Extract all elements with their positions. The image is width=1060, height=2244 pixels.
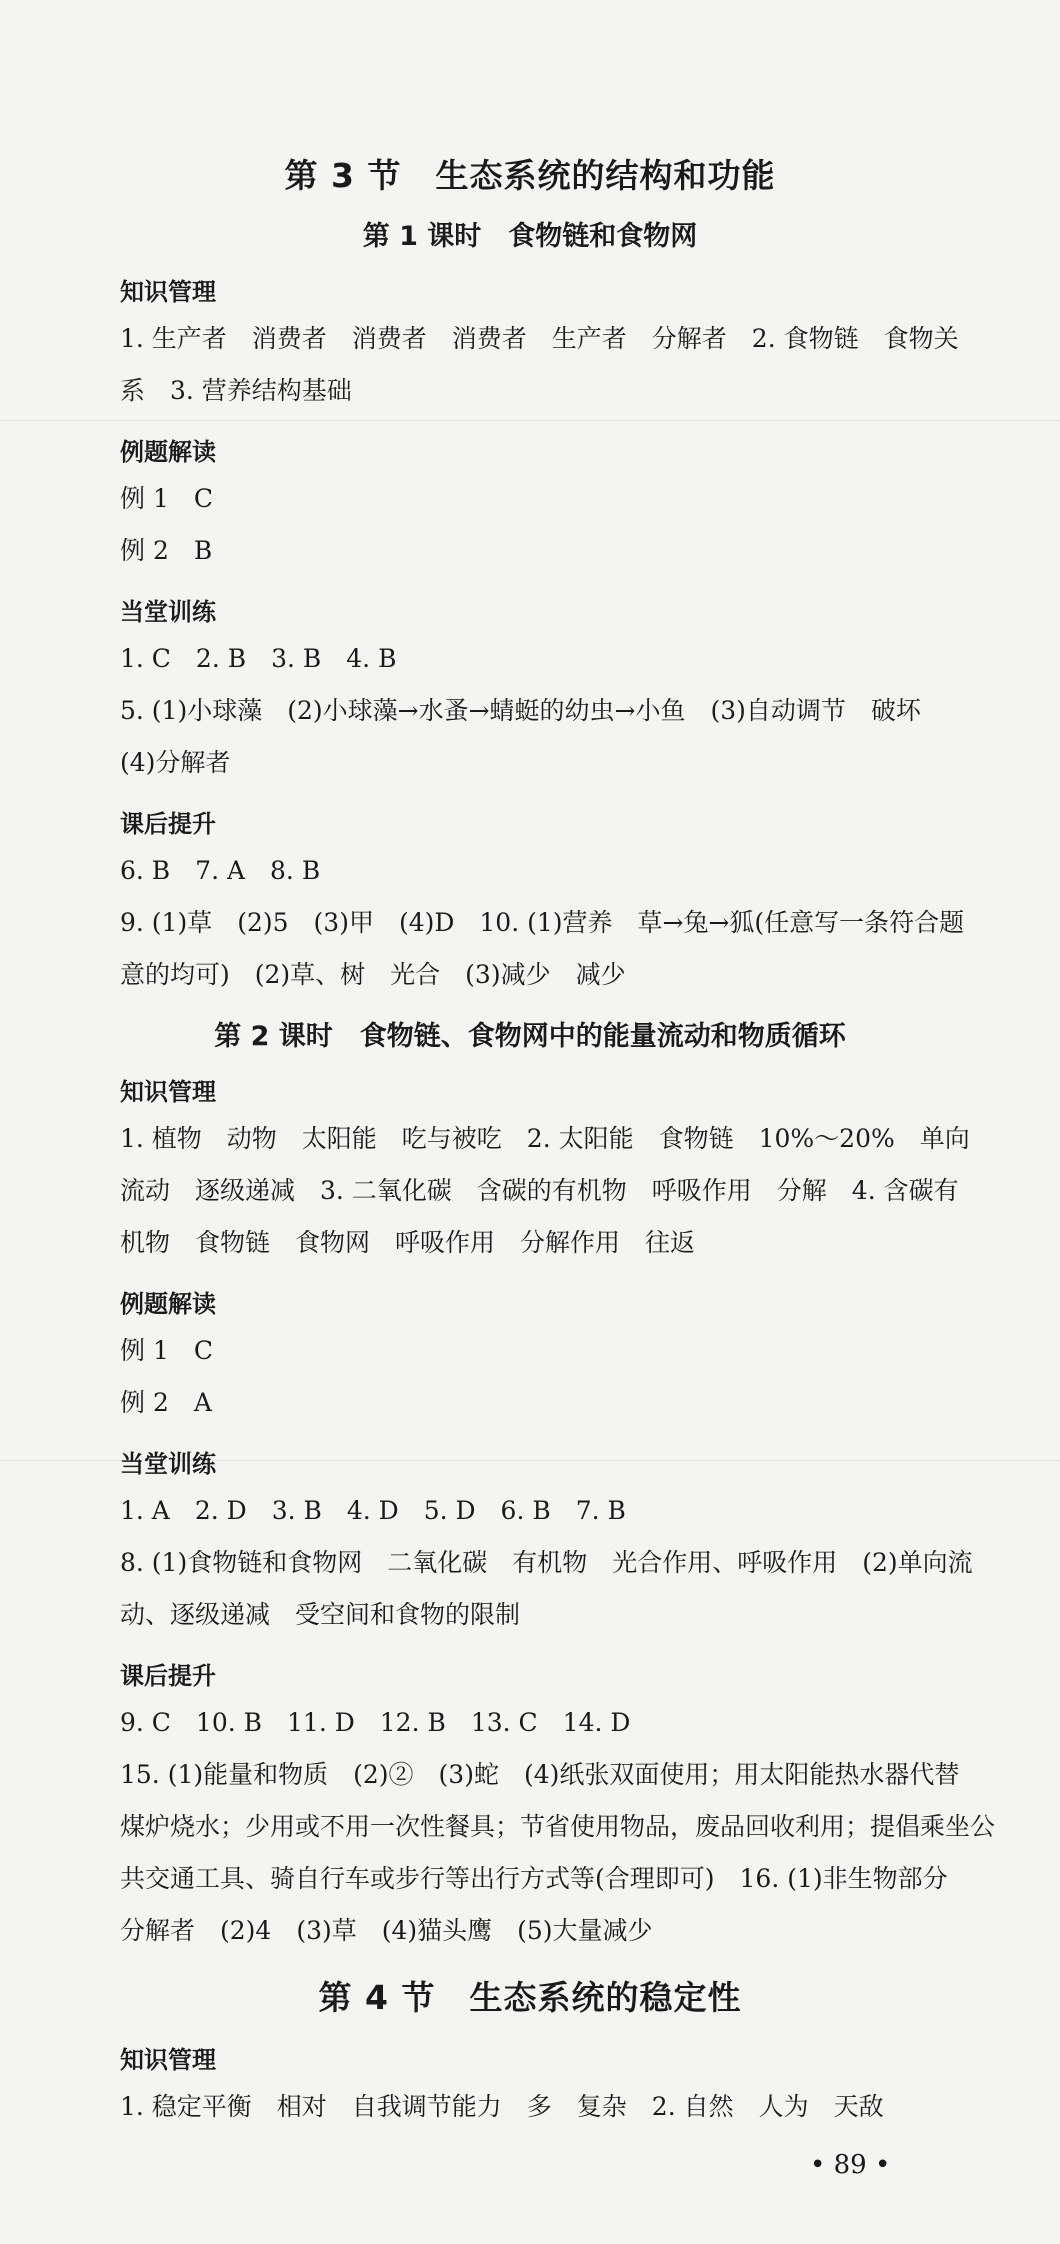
lesson-1-class-training-line: 5. (1)小球藻 (2)小球藻→水蚤→蜻蜓的幼虫→小鱼 (3)自动调节 破坏 (120, 696, 921, 725)
lesson-2-examples-label: 例题解读 (120, 1290, 216, 1318)
lesson-2-knowledge-label: 知识管理 (120, 1078, 216, 1106)
section-3-title: 第 3 节 生态系统的结构和功能 (284, 156, 776, 195)
lesson-2-class-training-line: 1. A 2. D 3. B 4. D 5. D 6. B 7. B (120, 1496, 626, 1525)
lesson-1-knowledge-line: 系 3. 营养结构基础 (120, 376, 352, 405)
lesson-2-after-class-line: 9. C 10. B 11. D 12. B 13. C 14. D (120, 1708, 631, 1737)
lesson-2-after-class-line: 分解者 (2)4 (3)草 (4)猫头鹰 (5)大量减少 (120, 1916, 653, 1945)
page-fold-line (0, 420, 1060, 421)
lesson-2-class-training-label: 当堂训练 (120, 1450, 216, 1478)
lesson-2-title: 第 2 课时 食物链、食物网中的能量流动和物质循环 (214, 1021, 846, 1052)
lesson-1-after-class-line: 9. (1)草 (2)5 (3)甲 (4)D 10. (1)营养 草→兔→狐(任意写一条符合题 (120, 908, 965, 937)
lesson-2-knowledge-line: 流动 逐级递减 3. 二氧化碳 含碳的有机物 呼吸作用 分解 4. 含碳有 (120, 1176, 959, 1205)
lesson-1-class-training-label: 当堂训练 (120, 598, 216, 626)
lesson-1-after-class-label: 课后提升 (120, 810, 216, 838)
page-number: • 89 • (810, 2150, 891, 2180)
lesson-1-class-training-line: (4)分解者 (120, 748, 231, 777)
lesson-1-knowledge-label: 知识管理 (120, 278, 216, 306)
lesson-2-knowledge-line: 机物 食物链 食物网 呼吸作用 分解作用 往返 (120, 1228, 696, 1257)
lesson-2-example-1: 例 1 C (120, 1336, 213, 1365)
lesson-2-knowledge-line: 1. 植物 动物 太阳能 吃与被吃 2. 太阳能 食物链 10%～20% 单向 (120, 1124, 970, 1153)
section-4-title: 第 4 节 生态系统的稳定性 (318, 1978, 742, 2017)
lesson-2-example-2: 例 2 A (120, 1388, 212, 1417)
lesson-1-examples-label: 例题解读 (120, 438, 216, 466)
lesson-1-after-class-line: 6. B 7. A 8. B (120, 856, 321, 885)
lesson-1-title: 第 1 课时 食物链和食物网 (362, 221, 698, 252)
lesson-2-class-training-line: 8. (1)食物链和食物网 二氧化碳 有机物 光合作用、呼吸作用 (2)单向流 (120, 1548, 973, 1577)
lesson-2-after-class-label: 课后提升 (120, 1662, 216, 1690)
lesson-1-class-training-line: 1. C 2. B 3. B 4. B (120, 644, 397, 673)
lesson-2-class-training-line: 动、逐级递减 受空间和食物的限制 (120, 1600, 521, 1629)
section-4-knowledge-label: 知识管理 (120, 2046, 216, 2074)
lesson-1-example-1: 例 1 C (120, 484, 213, 513)
lesson-1-after-class-line: 意的均可) (2)草、树 光合 (3)减少 减少 (120, 960, 626, 989)
lesson-2-after-class-line: 共交通工具、骑自行车或步行等出行方式等(合理即可) 16. (1)非生物部分 (120, 1864, 948, 1893)
lesson-1-example-2: 例 2 B (120, 536, 213, 565)
lesson-1-knowledge-line: 1. 生产者 消费者 消费者 消费者 生产者 分解者 2. 食物链 食物关 (120, 324, 959, 353)
lesson-2-after-class-line: 煤炉烧水；少用或不用一次性餐具；节省使用物品，废品回收利用；提倡乘坐公 (120, 1812, 996, 1841)
section-4-knowledge-line: 1. 稳定平衡 相对 自我调节能力 多 复杂 2. 自然 人为 天敌 (120, 2092, 884, 2121)
lesson-2-after-class-line: 15. (1)能量和物质 (2)② (3)蛇 (4)纸张双面使用；用太阳能热水器代替 (120, 1760, 960, 1789)
